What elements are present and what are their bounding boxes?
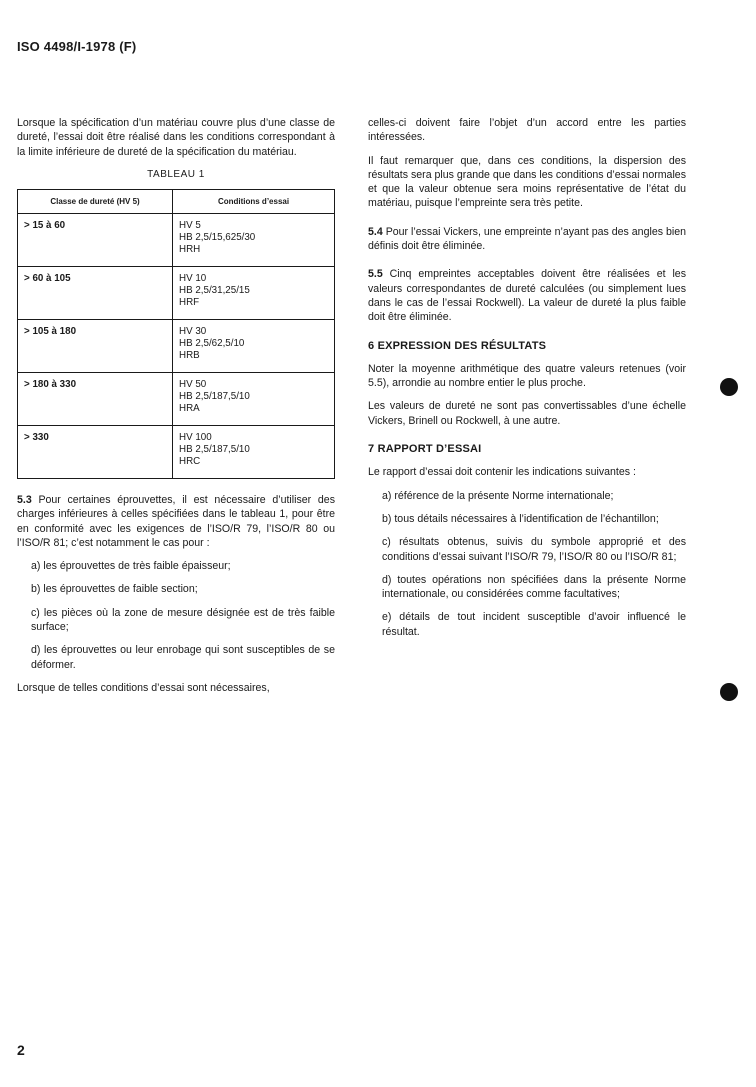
condition-line: HV 10 (179, 272, 207, 284)
condition-line: HRA (179, 402, 200, 414)
section-7-intro: Le rapport d’essai doit contenir les indications suivantes : (368, 466, 636, 479)
condition-line: HB 2,5/31,25/15 (179, 284, 250, 296)
header-test-conditions: Conditions d’essai (173, 190, 335, 214)
table-row (18, 213, 335, 266)
revision-marker-dot (720, 378, 738, 396)
hardness-range: > 180 à 330 (18, 372, 173, 425)
table-row (18, 319, 335, 372)
condition-line: HV 30 (179, 325, 207, 337)
condition-line: HB 2,5/62,5/10 (179, 337, 245, 349)
intro-paragraph: Lorsque la spécification d’un matériau couvre plus d’une classe de dureté, l’essai doit être réalisé dans les conditions correspondant à la limite inférieure de dureté de la spécification du matériau. (17, 117, 335, 158)
hardness-table (17, 189, 335, 479)
section-text: Pour l’essai Vickers, une empreinte n’ayant pas des angles bien définis doit être éliminée. (368, 225, 686, 253)
document-header: ISO 4498/I-1978 (F) (17, 39, 137, 54)
section-text: Pour certaines éprouvettes, il est nécessaire d’utiliser des charges inférieures à celles spécifiées dans le tableau 1, pour être en conformité avec les exigences de l’ISO/R 79, l’ISO/R 80 ou l’ISO/R 81; c’est notamment le cas pour : (17, 493, 335, 549)
test-conditions (173, 266, 335, 319)
table-row (18, 425, 335, 478)
table-row (18, 266, 335, 319)
condition-line: HRH (179, 243, 201, 255)
list-item: a) les éprouvettes de très faible épaisseur; (31, 560, 231, 573)
right-column (368, 116, 686, 648)
note-paragraph: Il faut remarquer que, dans ces conditions, la dispersion des résultats sera plus grande que dans les conditions d’essai normales et que la valeur obtenue sera moins représentative de l’état du matériau, puisque l’empreinte sera très petite. (368, 154, 686, 210)
hardness-range: > 15 à 60 (18, 213, 173, 266)
list-item: b) tous détails nécessaires à l’identification de l’échantillon; (382, 512, 659, 525)
test-conditions (173, 425, 335, 478)
condition-line: HRC (179, 455, 201, 467)
hardness-range: > 105 à 180 (18, 319, 173, 372)
section-5-4-paragraph (368, 225, 686, 254)
condition-line: HV 100 (179, 431, 212, 443)
revision-marker-dot (720, 683, 738, 701)
section-number: 5.3 (17, 493, 32, 506)
continuation-paragraph: celles-ci doivent faire l’objet d’un accord entre les parties intéressées. (368, 117, 686, 144)
section-6-paragraph-2: Les valeurs de dureté ne sont pas convertissables d’une échelle Vickers, Brinell ou Rockwell, à une autre. (368, 400, 686, 427)
condition-line: HB 2,5/187,5/10 (179, 443, 250, 455)
condition-line: HB 2,5/187,5/10 (179, 390, 250, 402)
test-conditions (173, 372, 335, 425)
table-header-row (18, 190, 335, 214)
hardness-range: > 60 à 105 (18, 266, 173, 319)
list-item: d) les éprouvettes ou leur enrobage qui sont susceptibles de se déformer. (31, 644, 335, 671)
closing-paragraph: Lorsque de telles conditions d’essai sont nécessaires, (17, 681, 270, 694)
list-item: d) toutes opérations non spécifiées dans la présente Norme internationale, ou considérées comme facultatives; (382, 573, 686, 601)
condition-line: HB 2,5/15,625/30 (179, 231, 256, 243)
list-item: c) les pièces où la zone de mesure désignée est de très faible surface; (31, 606, 335, 634)
section-6-paragraph-1: Noter la moyenne arithmétique des quatre valeurs retenues (voir 5.5), arrondie au nombre entier le plus proche. (368, 362, 686, 390)
section-5-3-paragraph (17, 493, 335, 550)
table-caption: TABLEAU 1 (147, 168, 205, 180)
condition-line: HRB (179, 349, 200, 361)
header-hardness-class: Classe de dureté (HV 5) (18, 190, 173, 214)
left-column (17, 116, 335, 704)
condition-line: HV 50 (179, 378, 207, 390)
list-item: a) référence de la présente Norme internationale; (382, 489, 614, 502)
list-item: c) résultats obtenus, suivis du symbole approprié et des conditions d’essai suivant l’ISO/R 79, l’ISO/R 80 ou l’ISO/R 81; (382, 536, 686, 563)
section-6-heading: 6 EXPRESSION DES RÉSULTATS (368, 339, 547, 352)
page-number: 2 (17, 1042, 25, 1058)
section-5-5-paragraph (368, 267, 686, 324)
table-row (18, 372, 335, 425)
condition-line: HRF (179, 296, 200, 308)
hardness-range: > 330 (18, 425, 173, 478)
section-7-heading: 7 RAPPORT D’ESSAI (368, 443, 482, 456)
test-conditions (173, 319, 335, 372)
condition-line: HV 5 (179, 219, 201, 231)
list-item: e) détails de tout incident susceptible d’avoir influencé le résultat. (382, 611, 686, 638)
list-item: b) les éprouvettes de faible section; (31, 583, 198, 596)
section-number: 5.5 (368, 268, 383, 281)
section-number: 5.4 (368, 225, 383, 238)
test-conditions (173, 213, 335, 266)
section-text: Cinq empreintes acceptables doivent être réalisées et les valeurs correspondantes de dureté calculées (ou simplement lues dans le cas de l’essai Rockwell). La valeur de dureté la plus faible doit être éliminée. (368, 268, 686, 324)
